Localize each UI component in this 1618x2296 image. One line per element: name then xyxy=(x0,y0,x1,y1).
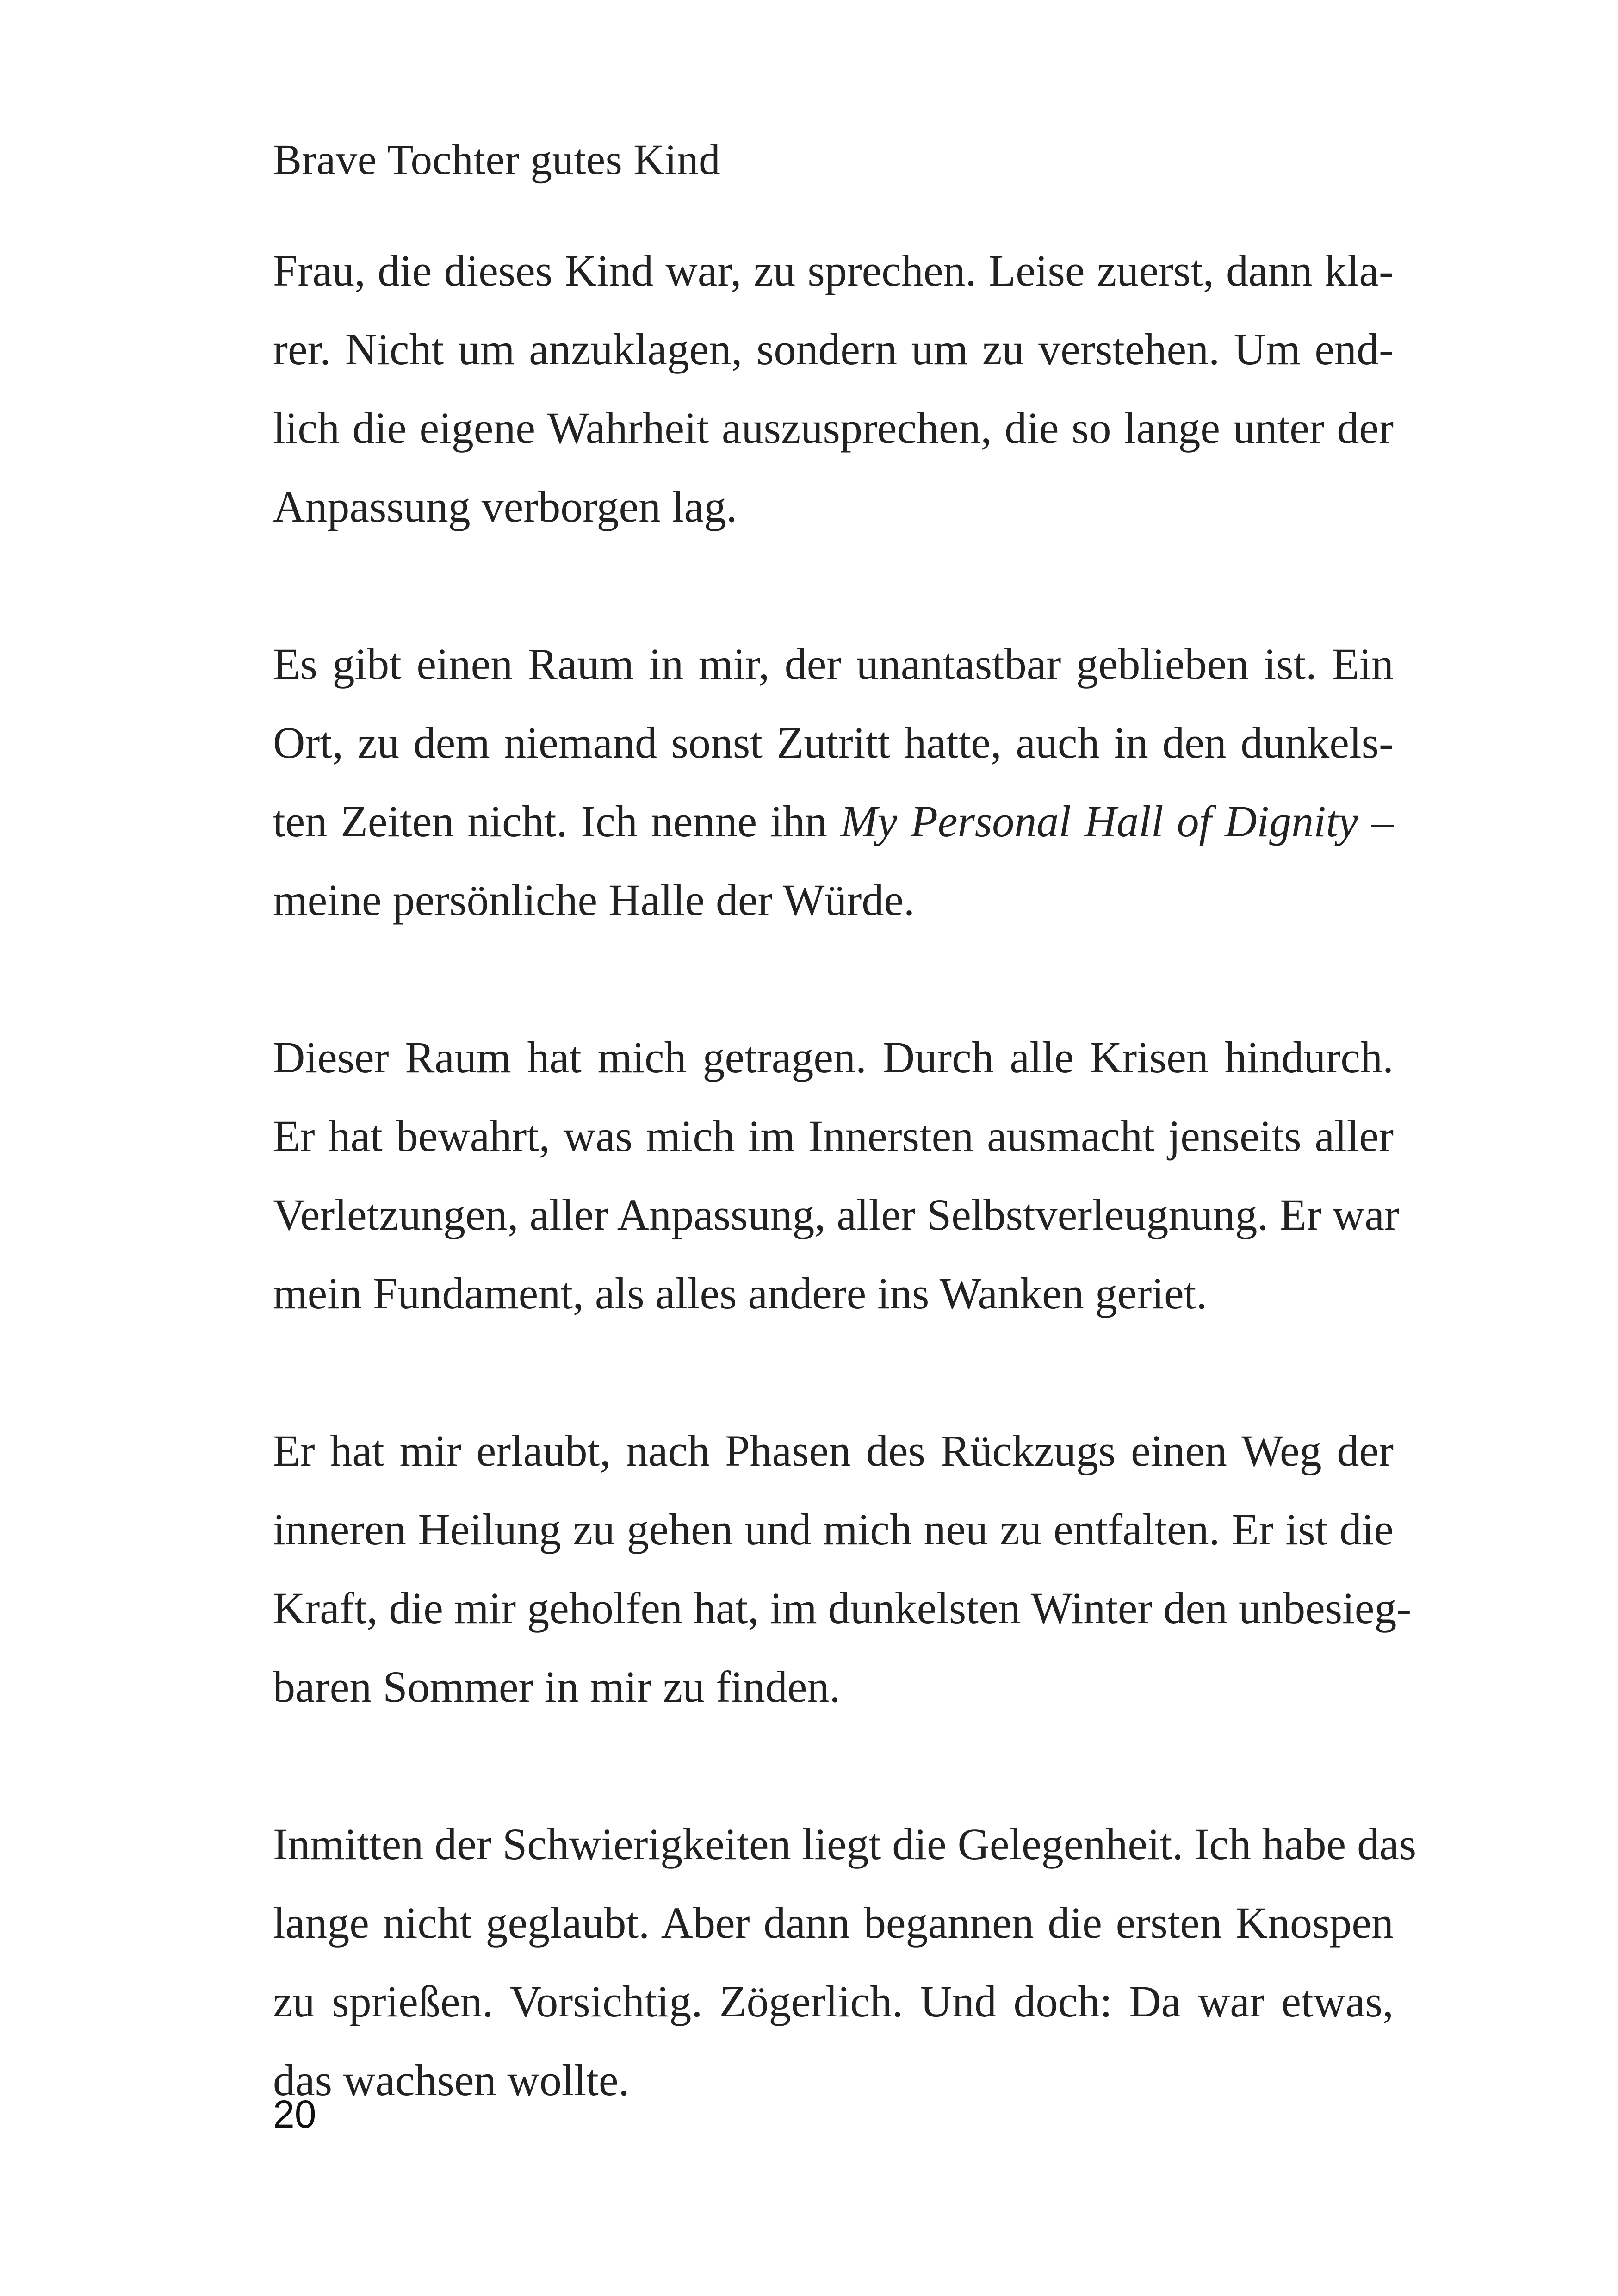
paragraph-2 xyxy=(273,625,1394,940)
paragraph-3 xyxy=(273,1018,1399,1333)
running-header: Brave Tochter gutes Kind xyxy=(273,136,721,184)
text-line: inneren Heilung zu gehen und mich neu zu entfalten. Er ist die xyxy=(273,1505,1394,1554)
text-line: Ort, zu dem niemand sonst Zutritt hatte, auch in den dunkels- xyxy=(273,718,1394,767)
text-fragment: – xyxy=(1358,796,1394,846)
page-number: 20 xyxy=(273,2092,316,2136)
text-line: das wachsen wollte. xyxy=(273,2055,630,2105)
text-line: zu sprießen. Vorsichtig. Zögerlich. Und doch: Da war etwas, xyxy=(273,1977,1394,2026)
paragraph-5 xyxy=(273,1805,1417,2120)
text-line: mein Fundament, als alles andere ins Wanken geriet. xyxy=(273,1269,1208,1318)
paragraph-1 xyxy=(273,231,1394,546)
text-line xyxy=(273,782,1394,861)
text-fragment: ten Zeiten nicht. Ich nenne ihn xyxy=(273,796,841,846)
text-line: Kraft, die mir geholfen hat, im dunkelsten Winter den unbesieg- xyxy=(273,1583,1412,1633)
text-line: Frau, die dieses Kind war, zu sprechen. Leise zuerst, dann kla- xyxy=(273,246,1394,295)
text-line: Anpassung verborgen lag. xyxy=(273,482,738,531)
text-line: Er hat bewahrt, was mich im Innersten ausmacht jenseits aller xyxy=(273,1111,1394,1161)
text-line: lange nicht geglaubt. Aber dann begannen die ersten Knospen xyxy=(273,1898,1394,1948)
text-line: Dieser Raum hat mich getragen. Durch alle Krisen hindurch. xyxy=(273,1033,1394,1082)
text-line: Es gibt einen Raum in mir, der unantastbar geblieben ist. Ein xyxy=(273,639,1394,689)
italic-title: My Personal Hall of Dignity xyxy=(840,796,1358,846)
body-text xyxy=(273,231,1417,2198)
text-line: lich die eigene Wahrheit auszusprechen, die so lange unter der xyxy=(273,403,1394,453)
text-line: Inmitten der Schwierigkeiten liegt die Gelegenheit. Ich habe das xyxy=(273,1819,1417,1869)
text-line: rer. Nicht um anzuklagen, sondern um zu verstehen. Um end- xyxy=(273,324,1394,374)
paragraph-4 xyxy=(273,1412,1412,1726)
text-line: meine persönliche Halle der Würde. xyxy=(273,875,915,925)
text-line: Verletzungen, aller Anpassung, aller Selbstverleugnung. Er war xyxy=(273,1190,1399,1239)
text-line: Er hat mir erlaubt, nach Phasen des Rückzugs einen Weg der xyxy=(273,1426,1394,1475)
text-line: baren Sommer in mir zu finden. xyxy=(273,1662,841,1711)
